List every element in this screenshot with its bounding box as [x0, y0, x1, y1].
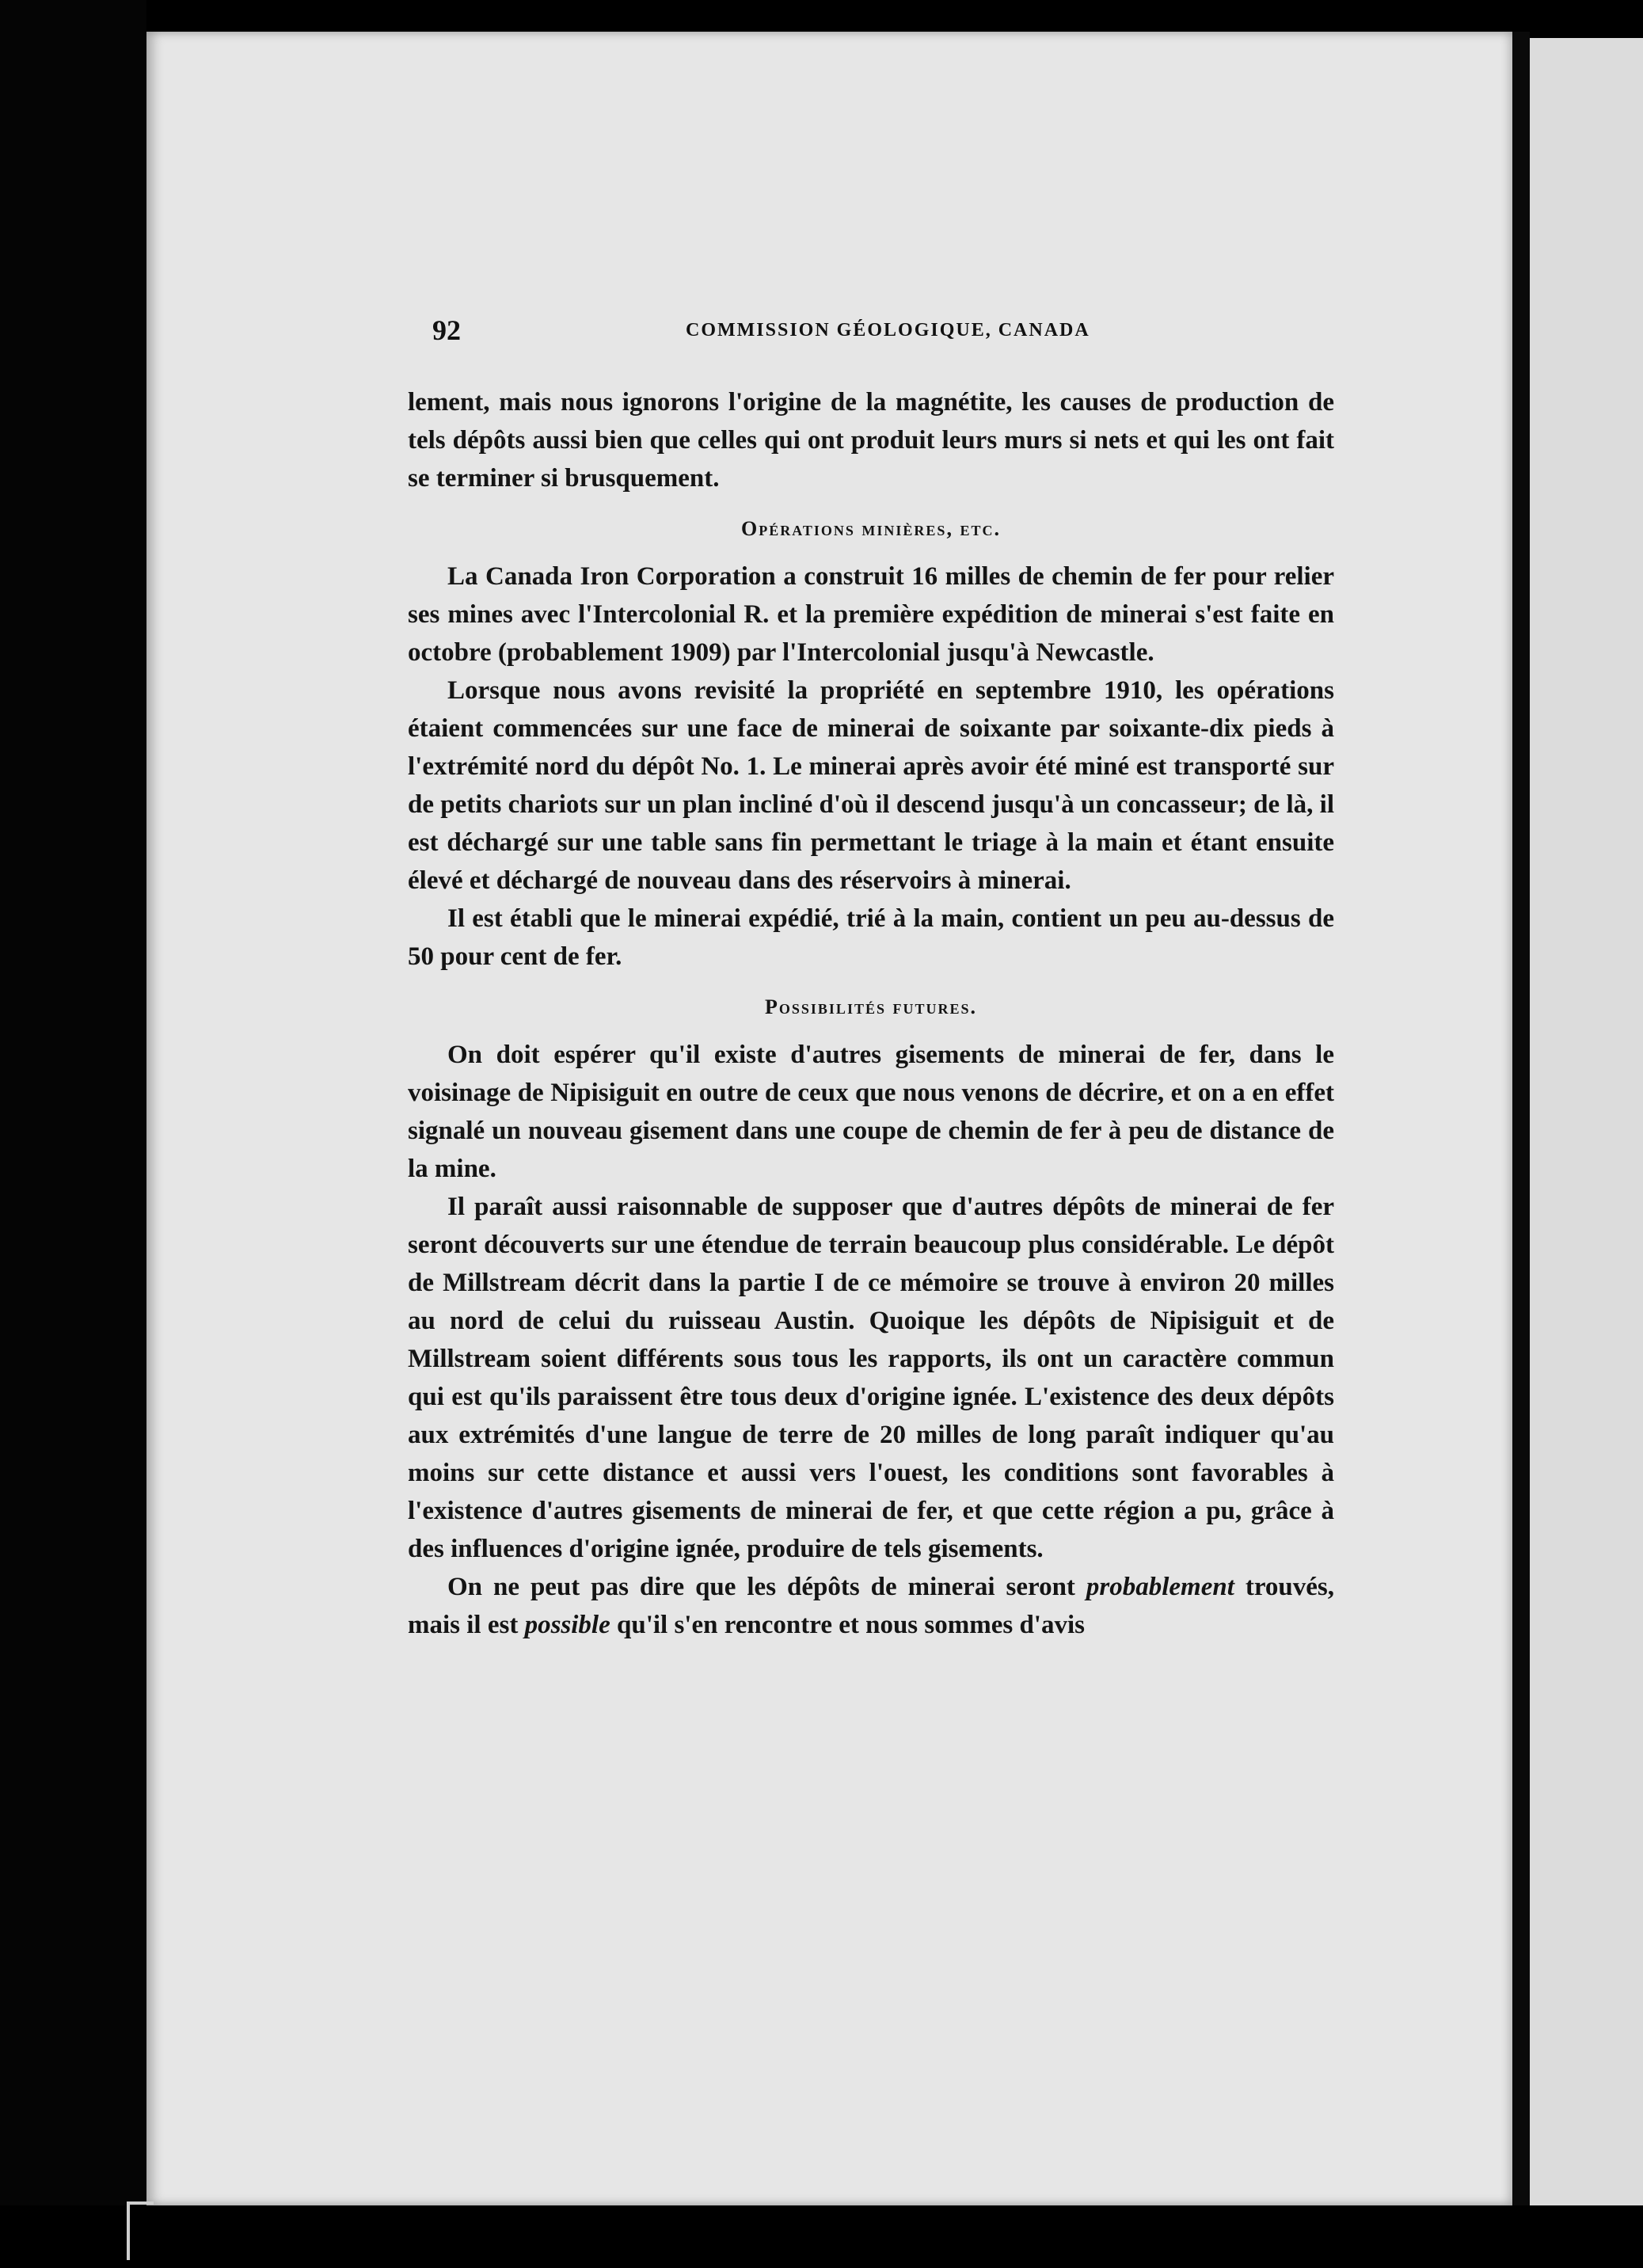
emphasis: possible	[524, 1611, 610, 1639]
scan-border-left	[0, 0, 146, 2268]
paragraph-last	[408, 1568, 1334, 1644]
page-body	[408, 383, 1334, 1644]
book-gutter	[1512, 32, 1530, 2205]
adjacent-page-edge	[1530, 38, 1643, 2205]
page-header	[432, 314, 1335, 352]
text-run: On ne peut pas dire que les dépôts de minerai seront	[447, 1573, 1086, 1601]
paragraph: La Canada Iron Corporation a construit 16 milles de chemin de fer pour relier ses mines avec l'Intercolonial R. et la première expédition de minerai s'est faite en octobre (probablement 1909) par l'Intercolonial jusqu'à Newcastle.	[408, 562, 1334, 667]
text-run: trouvés, mais il est	[408, 1573, 1334, 1639]
paragraph: Lorsque nous avons revisité la propriété en septembre 1910, les opérations étaient commencées sur une face de minerai de soixante par soixante-dix pieds à l'extrémité nord du dépôt No. 1. Le minerai après avoir été miné est transporté sur de petits chariots sur un plan incliné d'où il descend jusqu'à un concasseur; de là, il est déchargé sur une table sans fin permettant le triage à la main et étant ensuite élevé et déchargé de nouveau dans des réservoirs à minerai.	[408, 676, 1334, 895]
text-run: qu'il s'en rencontre et nous sommes d'avis	[610, 1611, 1085, 1639]
running-title: COMMISSION GÉOLOGIQUE, CANADA	[686, 320, 1090, 341]
section-heading-operations: Opérations minières, etc.	[741, 517, 1001, 540]
paragraph: Il paraît aussi raisonnable de supposer que d'autres dépôts de minerai de fer seront découverts sur une étendue de terrain beaucoup plus considérable. Le dépôt de Millstream décrit dans la partie I de ce mémoire se trouve à environ 20 milles au nord de celui du ruisseau Austin. Quoique les dépôts de Nipisiguit et de Millstream soient différents sous tous les rapports, ils ont un caractère commun qui est qu'ils paraissent être tous deux d'origine ignée. L'existence des deux dépôts aux extrémités d'une langue de terre de 20 milles de long paraît indiquer qu'au moins sur cette distance et aussi vers l'ouest, les conditions sont favorables à l'existence d'autres gisements de minerai de fer, et que cette région a pu, grâce à des influences d'origine ignée, produire de tels gisements.	[408, 1193, 1334, 1563]
page-number: 92	[432, 314, 461, 346]
paragraph-continued: lement, mais nous ignorons l'origine de la magnétite, les causes de production de tels dépôts aussi bien que celles qui ont produit leurs murs si nets et qui les ont fait se terminer si brusquement.	[408, 388, 1334, 493]
paragraph: Il est établi que le minerai expédié, trié à la main, contient un peu au-dessus de 50 pour cent de fer.	[408, 904, 1334, 971]
scan-border-bottom	[0, 2205, 1643, 2268]
paragraph: On doit espérer qu'il existe d'autres gisements de minerai de fer, dans le voisinage de Nipisiguit en outre de ceux que nous venons de décrire, et on a en effet signalé un nouveau gisement dans une coupe de chemin de fer à peu de distance de la mine.	[408, 1041, 1334, 1183]
emphasis: probablement	[1086, 1573, 1234, 1601]
scan-corner-mark	[127, 2201, 154, 2260]
section-heading-possibilities: Possibilités futures.	[765, 995, 977, 1018]
